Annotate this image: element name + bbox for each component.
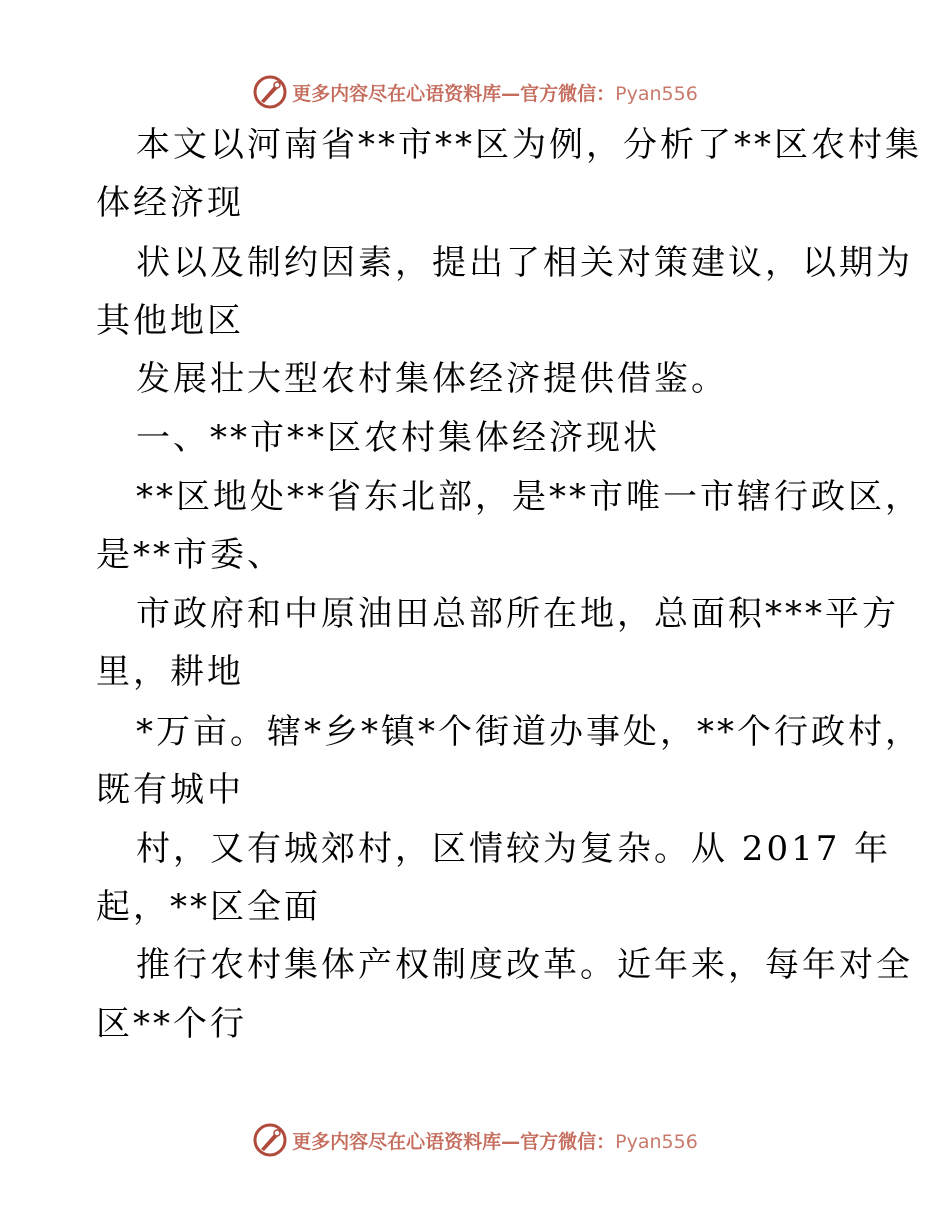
text-line: **区地处**省东北部，是**市唯一市辖行政区，: [136, 477, 922, 517]
text-line: 发展壮大型农村集体经济提供借鉴。: [136, 359, 728, 399]
quill-logo-icon: [252, 74, 288, 110]
text-line: 状以及制约因素，提出了相关对策建议，以期为: [136, 243, 913, 283]
text-line: 其他地区: [96, 301, 244, 341]
section-heading: 一、**市**区农村集体经济现状: [136, 418, 660, 458]
watermark-text: 更多内容尽在心语资料库—官方微信：Pyan556: [292, 82, 698, 105]
text-line: 本文以河南省**市**区为例，分析了**区农村集: [136, 125, 922, 165]
text-line: 既有城中: [96, 770, 244, 810]
text-line: 起，**区全面: [96, 887, 321, 927]
header-watermark: [0, 72, 950, 112]
text-line: 是**市委、: [96, 535, 284, 575]
watermark-text: 更多内容尽在心语资料库—官方微信：Pyan556: [292, 1130, 698, 1153]
text-line: 推行农村集体产权制度改革。近年来，每年对全: [136, 945, 913, 985]
text-line: 市政府和中原油田总部所在地，总面积***平方: [136, 594, 899, 634]
text-line: 里，耕地: [96, 652, 244, 692]
text-line: *万亩。辖*乡*镇*个街道办事处，**个行政村，: [136, 712, 922, 752]
footer-watermark: [0, 1120, 950, 1160]
text-line: 体经济现: [96, 183, 244, 223]
text-line: 区**个行: [96, 1004, 247, 1044]
quill-logo-icon: [252, 1122, 288, 1158]
text-line: 村，又有城郊村，区情较为复杂。从 2017 年: [136, 829, 892, 869]
